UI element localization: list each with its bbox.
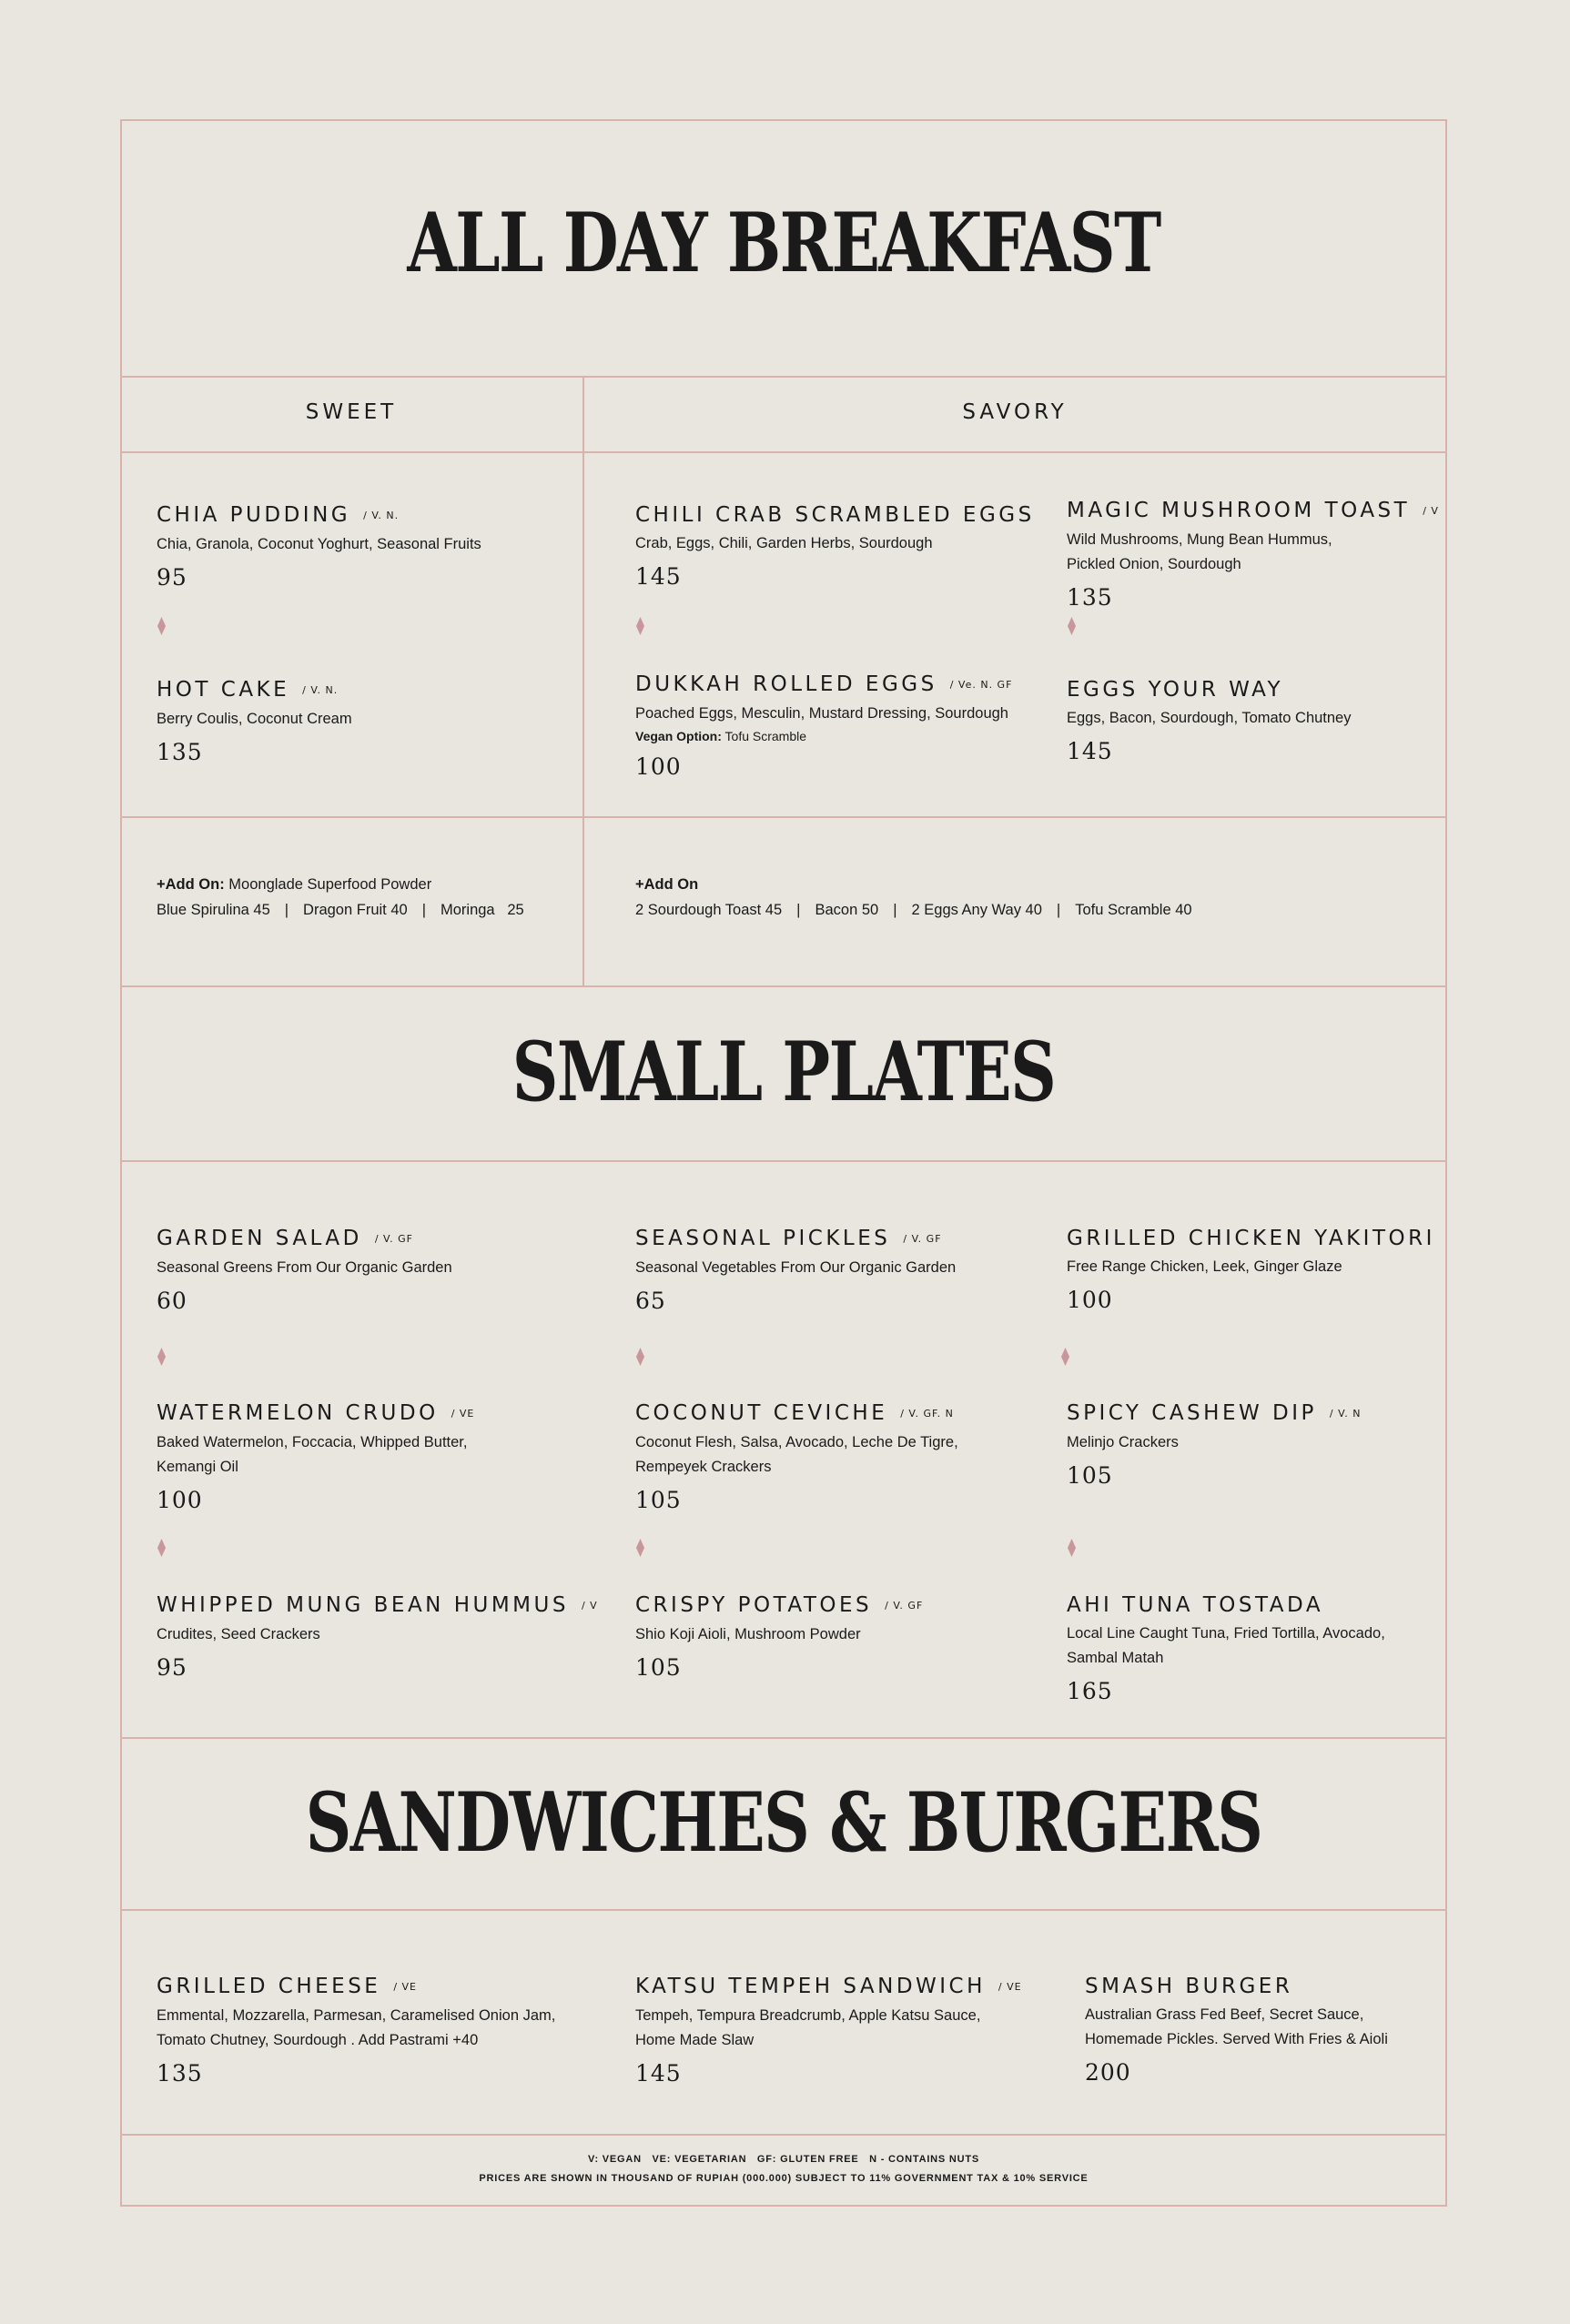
item-price: 95 <box>157 563 187 591</box>
addon-heading: Moonglade Superfood Powder <box>228 876 432 893</box>
divider <box>120 451 1447 453</box>
item-name: CHILI CRAB SCRAMBLED EGGS <box>635 503 1035 527</box>
item-description: Tempeh, Tempura Breadcrumb, Apple Katsu Sauce, Home Made Slaw <box>635 2006 981 2048</box>
menu-item <box>635 1400 999 1513</box>
addon-option: Bacon 50 <box>815 902 879 918</box>
item-name: SEASONAL PICKLES <box>635 1227 891 1250</box>
item-name: KATSU TEMPEH SANDWICH <box>635 1975 986 1998</box>
diamond-divider-icon <box>1068 617 1076 635</box>
item-description: Seasonal Greens From Our Organic Garden <box>157 1258 452 1276</box>
item-description: Free Range Chicken, Leek, Ginger Glaze <box>1067 1258 1342 1275</box>
item-price: 105 <box>635 1486 682 1513</box>
divider <box>120 1160 1447 1162</box>
item-tag: / VE <box>451 1407 475 1420</box>
menu-item <box>635 1226 1063 1314</box>
footer <box>120 2150 1447 2188</box>
diamond-divider-icon <box>157 1539 166 1557</box>
item-description: Melinjo Crackers <box>1067 1433 1179 1450</box>
divider <box>120 376 1447 378</box>
item-tag: / V. GF. N <box>900 1407 954 1420</box>
item-price: 165 <box>1067 1678 1113 1704</box>
addon-option: 2 Eggs Any Way 40 <box>911 902 1042 918</box>
item-tag: / V. N. <box>302 683 339 696</box>
divider <box>120 985 1447 987</box>
diamond-divider-icon <box>636 1539 644 1557</box>
item-name: MAGIC MUSHROOM TOAST <box>1067 499 1411 522</box>
item-tag: / V. GF <box>903 1232 942 1245</box>
item-name: WATERMELON CRUDO <box>157 1401 439 1425</box>
menu-item <box>1067 1400 1431 1489</box>
price-note: PRICES ARE SHOWN IN THOUSAND OF RUPIAH (000.000) SUBJECT TO 11% GOVERNMENT TAX & 10% SERVICE <box>479 2173 1089 2184</box>
item-tag: / V <box>1423 504 1439 517</box>
item-name: HOT CAKE <box>157 678 290 702</box>
diamond-divider-icon <box>636 617 644 635</box>
item-price: 200 <box>1085 2059 1131 2086</box>
section-title-breakfast: ALL DAY BREAKFAST <box>407 195 1160 291</box>
item-price: 145 <box>1067 738 1113 764</box>
item-description: Crab, Eggs, Chili, Garden Herbs, Sourdough <box>635 535 933 551</box>
item-description: Local Line Caught Tuna, Fried Tortilla, Avocado, Sambal Matah <box>1067 1625 1385 1666</box>
divider <box>120 816 1447 818</box>
menu-item <box>1067 677 1431 764</box>
section-title-sandwiches: SANDWICHES & BURGERS <box>305 1774 1262 1871</box>
menu-item <box>635 1592 1063 1681</box>
menu-frame <box>120 119 1447 2207</box>
item-description: Seasonal Vegetables From Our Organic Garden <box>635 1258 957 1276</box>
diamond-divider-icon <box>157 617 166 635</box>
item-description: Coconut Flesh, Salsa, Avocado, Leche De Tigre, Rempeyek Crackers <box>635 1433 958 1475</box>
item-name: WHIPPED MUNG BEAN HUMMUS <box>157 1593 569 1617</box>
item-name: GARDEN SALAD <box>157 1227 362 1250</box>
item-name: CHIA PUDDING <box>157 503 351 527</box>
item-price: 145 <box>635 2059 682 2087</box>
addon-option: Moringa 25 <box>440 902 524 918</box>
divider <box>120 2134 1447 2136</box>
menu-item <box>635 502 1063 590</box>
item-tag: / Ve. N. GF <box>949 678 1013 691</box>
item-description: Emmental, Mozzarella, Parmesan, Caramelised Onion Jam, Tomato Chutney, Sourdough . Add Pastrami +40 <box>157 2006 556 2048</box>
menu-item <box>157 677 584 765</box>
item-price: 105 <box>635 1653 682 1681</box>
column-heading-sweet: SWEET <box>305 400 398 424</box>
item-tag: / V. N <box>1329 1407 1362 1420</box>
item-description: Crudites, Seed Crackers <box>157 1625 320 1642</box>
item-tag: / V <box>581 1599 598 1612</box>
item-price: 60 <box>157 1287 187 1314</box>
section-title-small-plates: SMALL PLATES <box>512 1024 1056 1120</box>
item-description: Poached Eggs, Mesculin, Mustard Dressing, Sourdough <box>635 704 1008 722</box>
item-name: GRILLED CHICKEN YAKITORI <box>1067 1227 1435 1250</box>
menu-item <box>1067 1592 1431 1704</box>
item-price: 135 <box>157 2059 203 2087</box>
item-description: Baked Watermelon, Foccacia, Whipped Butter, Kemangi Oil <box>157 1433 468 1475</box>
item-name: AHI TUNA TOSTADA <box>1067 1593 1324 1617</box>
item-price: 100 <box>635 753 682 780</box>
item-price: 100 <box>1067 1287 1113 1313</box>
menu-item <box>157 1592 598 1681</box>
item-name: GRILLED CHEESE <box>157 1975 381 1998</box>
item-name: SPICY CASHEW DIP <box>1067 1401 1317 1425</box>
item-description: Shio Koji Aioli, Mushroom Powder <box>635 1625 861 1642</box>
menu-item <box>1085 1974 1431 2086</box>
item-name: DUKKAH ROLLED EGGS <box>635 672 937 696</box>
item-name: SMASH BURGER <box>1085 1975 1293 1998</box>
item-description: Chia, Granola, Coconut Yoghurt, Seasonal Fruits <box>157 535 481 552</box>
diamond-divider-icon <box>1068 1539 1076 1557</box>
divider <box>120 1909 1447 1911</box>
column-heading-savory: SAVORY <box>962 400 1068 424</box>
item-tag: / V. GF <box>374 1232 413 1245</box>
item-name: COCONUT CEVICHE <box>635 1401 888 1425</box>
menu-item <box>1067 1226 1435 1313</box>
dietary-legend: V: VEGAN VE: VEGETARIAN GF: GLUTEN FREE N - CONTAINS NUTS <box>587 2154 980 2165</box>
menu-item <box>157 502 584 591</box>
item-description: Berry Coulis, Coconut Cream <box>157 710 352 727</box>
item-name: EGGS YOUR WAY <box>1067 678 1284 702</box>
item-price: 135 <box>1067 583 1113 611</box>
item-tag: / VE <box>998 1980 1022 1993</box>
menu-item <box>635 1974 1022 2087</box>
item-price: 95 <box>157 1653 187 1681</box>
vegan-option-value: Tofu Scramble <box>724 728 807 743</box>
item-price: 105 <box>1067 1461 1113 1489</box>
addon-label: +Add On <box>635 876 699 893</box>
menu-item <box>157 1974 593 2087</box>
menu-item <box>1067 498 1439 611</box>
diamond-divider-icon <box>1061 1348 1069 1366</box>
item-price: 100 <box>157 1486 203 1513</box>
addon-label: +Add On: <box>157 876 225 893</box>
menu-item <box>157 1226 584 1314</box>
item-description: Eggs, Bacon, Sourdough, Tomato Chutney <box>1067 710 1352 726</box>
vegan-option-label: Vegan Option: <box>635 728 722 743</box>
item-description: Wild Mushrooms, Mung Bean Hummus, Pickled Onion, Sourdough <box>1067 530 1332 572</box>
menu-item <box>157 1400 502 1513</box>
addon-savory: +Add On 2 Sourdough Toast 45 | Bacon 50 | 2 Eggs Any Way 40 | Tofu Scramble 40 <box>635 876 1192 918</box>
addon-option: Blue Spirulina 45 <box>157 902 270 918</box>
item-tag: / V. GF <box>885 1599 924 1612</box>
addon-option: Tofu Scramble 40 <box>1075 902 1192 918</box>
diamond-divider-icon <box>636 1348 644 1366</box>
item-description: Australian Grass Fed Beef, Secret Sauce, Homemade Pickles. Served With Fries & Aioli <box>1085 2006 1388 2047</box>
divider <box>120 1737 1447 1739</box>
addon-option: Dragon Fruit 40 <box>303 902 408 918</box>
item-name: CRISPY POTATOES <box>635 1593 873 1617</box>
menu-item <box>635 672 1063 780</box>
item-tag: / V. N. <box>363 509 400 521</box>
addon-sweet: +Add On: Moonglade Superfood Powder Blue Spirulina 45 | Dragon Fruit 40 | Moringa 25 <box>157 876 524 918</box>
addon-option: 2 Sourdough Toast 45 <box>635 902 783 918</box>
item-price: 65 <box>635 1287 666 1314</box>
diamond-divider-icon <box>157 1348 166 1366</box>
item-price: 145 <box>635 563 682 590</box>
item-tag: / VE <box>393 1980 418 1993</box>
item-price: 135 <box>157 738 203 765</box>
